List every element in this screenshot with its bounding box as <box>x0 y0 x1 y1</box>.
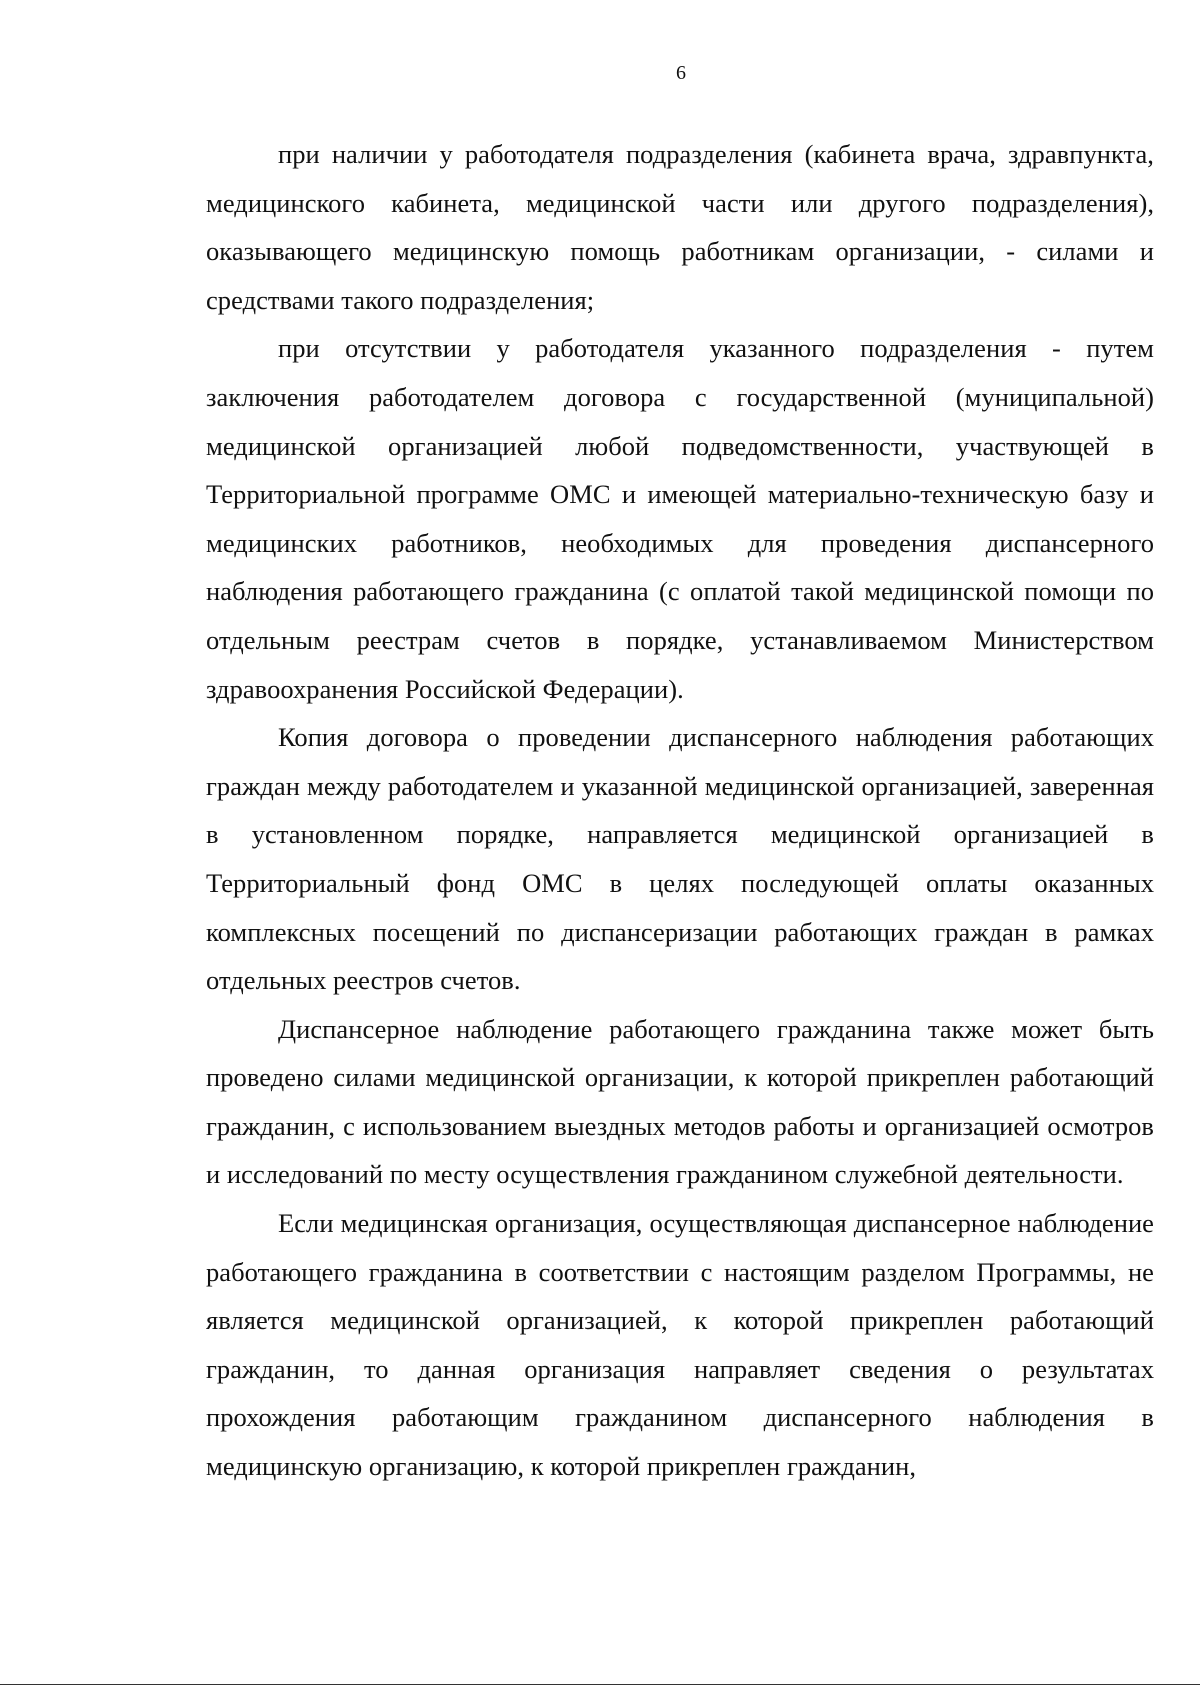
bottom-divider <box>0 1684 1200 1685</box>
paragraph-contract-copy: Копия договора о проведении диспансерного наблюдения работающих граждан между работодателем и указанной медицинской организацией, заверенная в установленном порядке, направляется медицинской организацией в Территориальный фонд ОМС в целях последующей оплаты оказанных комплексных посещений по диспансеризации работающих граждан в рамках отдельных реестров счетов. <box>206 722 1154 996</box>
page-number: 6 <box>676 62 686 84</box>
paragraph-results-transfer: Если медицинская организация, осуществляющая диспансерное наблюдение работающего гражданина в соответствии с настоящим разделом Программы, не является медицинской организацией, к которой прикреплен работающий гражданин, то данная организация направляет сведения о результатах прохождения работающим гражданином диспансерного наблюдения в медицинскую организацию, к которой прикреплен гражданин, <box>206 1208 1154 1482</box>
paragraph-attached-org: Диспансерное наблюдение работающего гражданина также может быть проведено силами медицинской организации, к которой прикреплен работающий гражданин, с использованием выездных методов работы и организацией осмотров и исследований по месту осуществления гражданином служебной деятельности. <box>206 1013 1154 1190</box>
paragraph-employer-unit: при наличии у работодателя подразделения (кабинета врача, здравпункта, медицинского кабинета, медицинской части или другого подразделения), оказывающего медицинскую помощь работникам организации, - силами и средствами такого подразделения; <box>206 139 1154 315</box>
document-body <box>206 130 1154 1491</box>
paragraph-contract-medical-org: при отсутствии у работодателя указанного подразделения - путем заключения работодателем договора с государственной (муниципальной) медицинской организацией любой подведомственности, участвующей в Территориальной программе ОМС и имеющей материально-техническую базу и медицинских работников, необходимых для проведения диспансерного наблюдения работающего гражданина (с оплатой такой медицинской помощи по отдельным реестрам счетов в порядке, устанавливаемом Министерством здравоохранения Российской Федерации). <box>206 333 1154 704</box>
